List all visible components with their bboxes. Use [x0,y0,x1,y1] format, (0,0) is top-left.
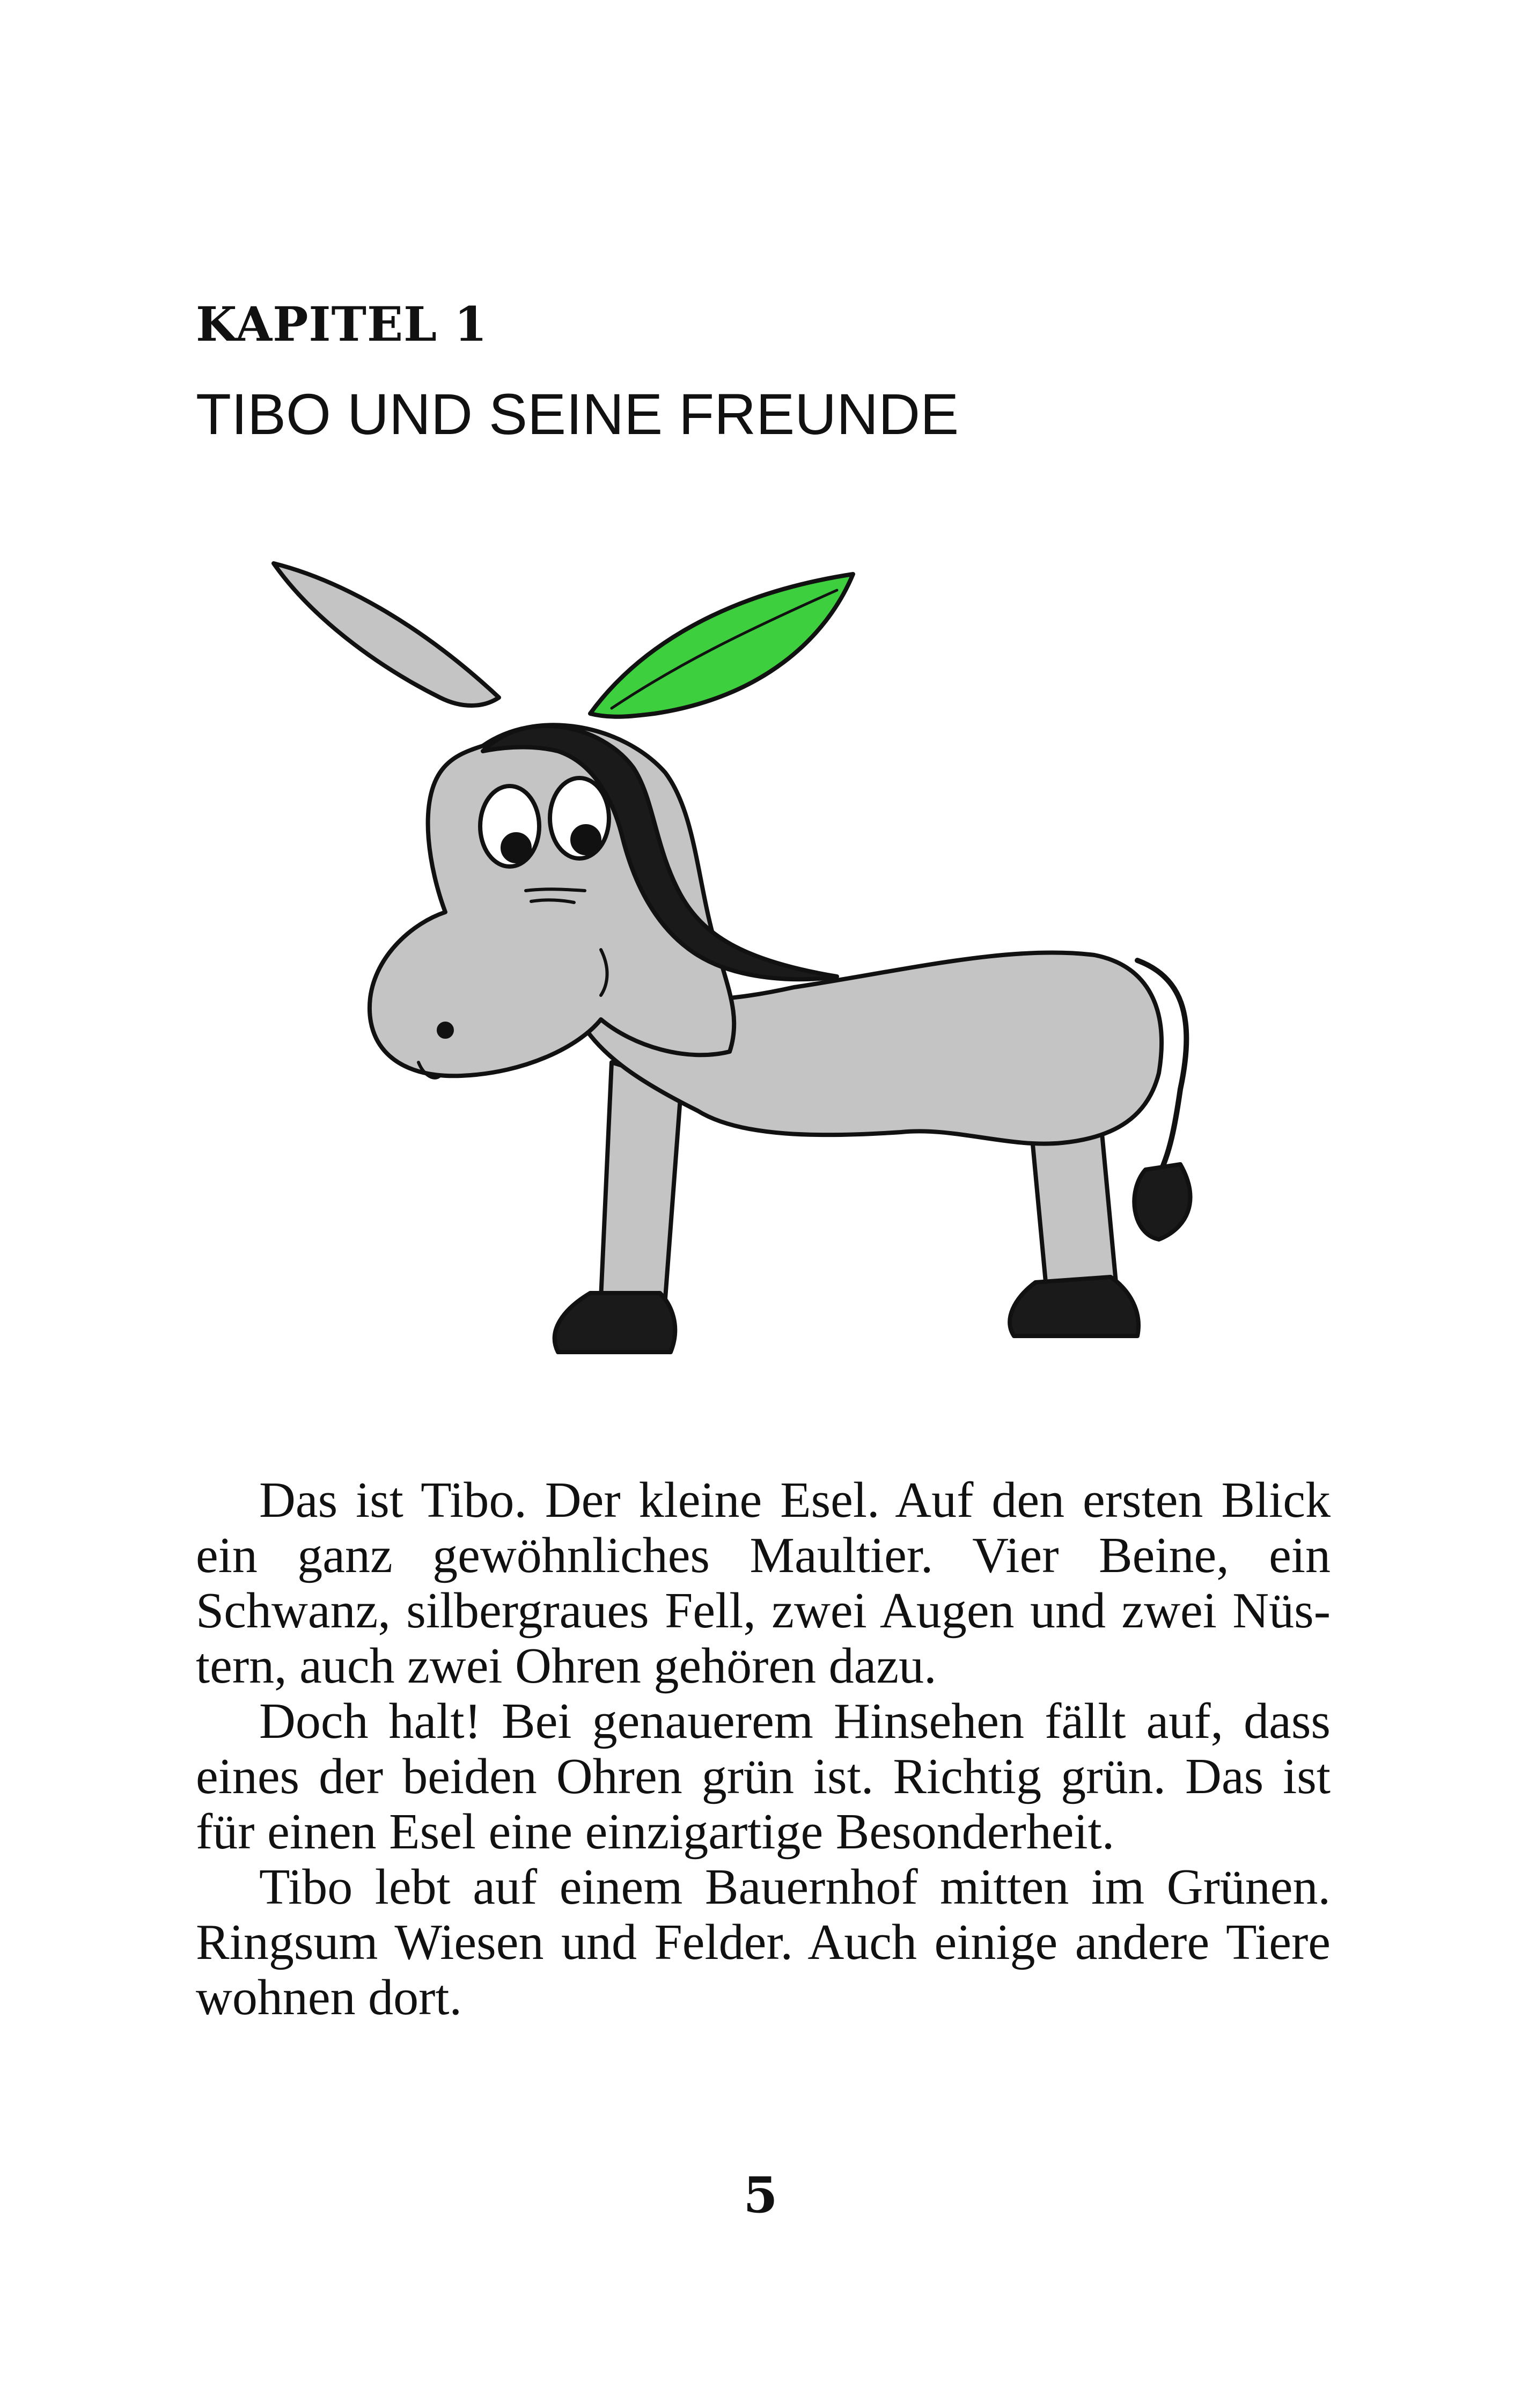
paragraph-2: Doch halt! Bei genauerem Hinsehen fällt auf, dass eines der beiden Ohren grün ist. Richtig grün. Das ist für einen Esel eine einzigartige Besonderheit. [196,1693,1331,1860]
chapter-title: TIBO UND SEINE FREUNDE [196,381,959,446]
grey-ear [274,563,499,706]
body-text [196,1473,1331,2025]
chapter-label: KAPITEL 1 [196,296,488,352]
back-hoof [1010,1277,1138,1336]
paragraph-3: Tibo lebt auf einem Bauernhof mitten im Grünen. Ringsum Wiesen und Felder. Auch einige andere Tiere wohnen dort. [196,1859,1331,2025]
paragraph-1: Das ist Tibo. Der kleine Esel. Auf den ersten Blick ein ganz gewöhnliches Maultier. Vier Beine, ein Schwanz, silbergraues Fell, zwei Augen und zwei Nüstern, auch zwei Ohren gehören dazu. [196,1472,1331,1694]
donkey-illustration [258,547,1245,1374]
page-number: 5 [743,2166,778,2224]
front-hoof [555,1293,675,1352]
